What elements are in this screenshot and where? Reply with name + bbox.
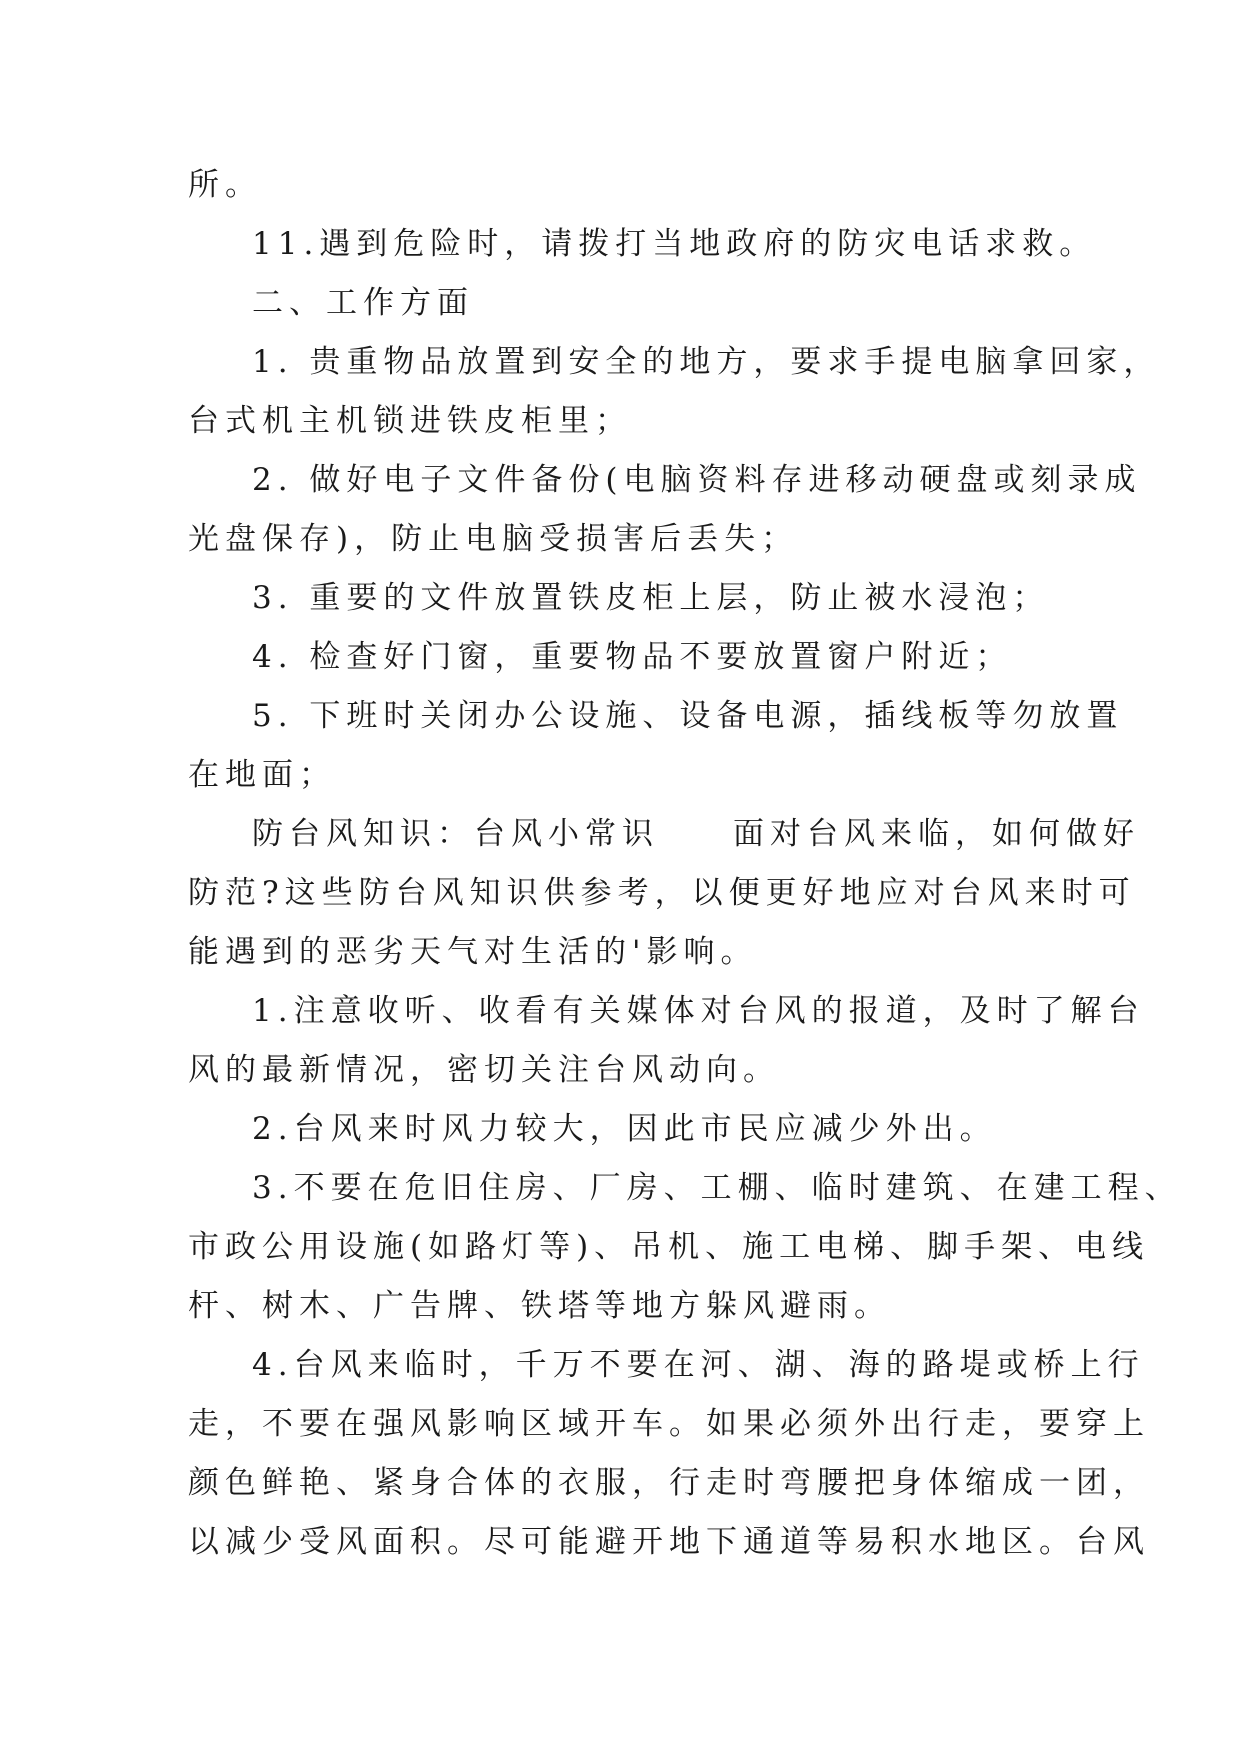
text-line: 4.台风来临时，千万不要在河、湖、海的路堤或桥上行: [252, 1347, 1145, 1383]
text-line: 1.注意收听、收看有关媒体对台风的报道，及时了解台: [252, 993, 1145, 1029]
text-line: 11.遇到危险时，请拨打当地政府的防灾电话求救。: [252, 226, 1097, 262]
text-line: 能遇到的恶劣天气对生活的'影响。: [188, 934, 758, 970]
text-line: 所。: [188, 167, 262, 203]
text-line: 风的最新情况，密切关注台风动向。: [188, 1052, 780, 1088]
text-line: 5. 下班时关闭办公设施、设备电源，插线板等勿放置: [252, 698, 1124, 734]
text-line: 防范?这些防台风知识供参考，以便更好地应对台风来时可: [188, 875, 1136, 911]
text-line: 市政公用设施(如路灯等)、吊机、施工电梯、脚手架、电线: [188, 1229, 1150, 1265]
text-line: 防台风知识：台风小常识 面对台风来临，如何做好: [252, 816, 1140, 852]
text-line: 在地面；: [188, 757, 336, 793]
text-line: 3.不要在危旧住房、厂房、工棚、临时建筑、在建工程、: [252, 1170, 1182, 1206]
text-line: 2.台风来时风力较大，因此市民应减少外出。: [252, 1111, 997, 1147]
text-line: 杆、树木、广告牌、铁塔等地方躲风避雨。: [188, 1288, 891, 1324]
text-line: 1. 贵重物品放置到安全的地方，要求手提电脑拿回家，: [252, 344, 1161, 380]
text-line: 3. 重要的文件放置铁皮柜上层，防止被水浸泡；: [252, 580, 1050, 616]
text-line: 颜色鲜艳、紧身合体的衣服，行走时弯腰把身体缩成一团，: [188, 1465, 1150, 1501]
text-line: 4. 检查好门窗，重要物品不要放置窗户附近；: [252, 639, 1013, 675]
text-line: 以减少受风面积。尽可能避开地下通道等易积水地区。台风: [188, 1524, 1150, 1560]
text-line: 光盘保存)，防止电脑受损害后丢失；: [188, 521, 799, 557]
document-body: [188, 156, 1182, 1572]
text-line: 2. 做好电子文件备份(电脑资料存进移动硬盘或刻录成: [252, 462, 1142, 498]
text-line: 走，不要在强风影响区域开车。如果必须外出行走，要穿上: [188, 1406, 1150, 1442]
section-heading: 二、工作方面: [252, 285, 474, 321]
text-line: 台式机主机锁进铁皮柜里；: [188, 403, 632, 439]
